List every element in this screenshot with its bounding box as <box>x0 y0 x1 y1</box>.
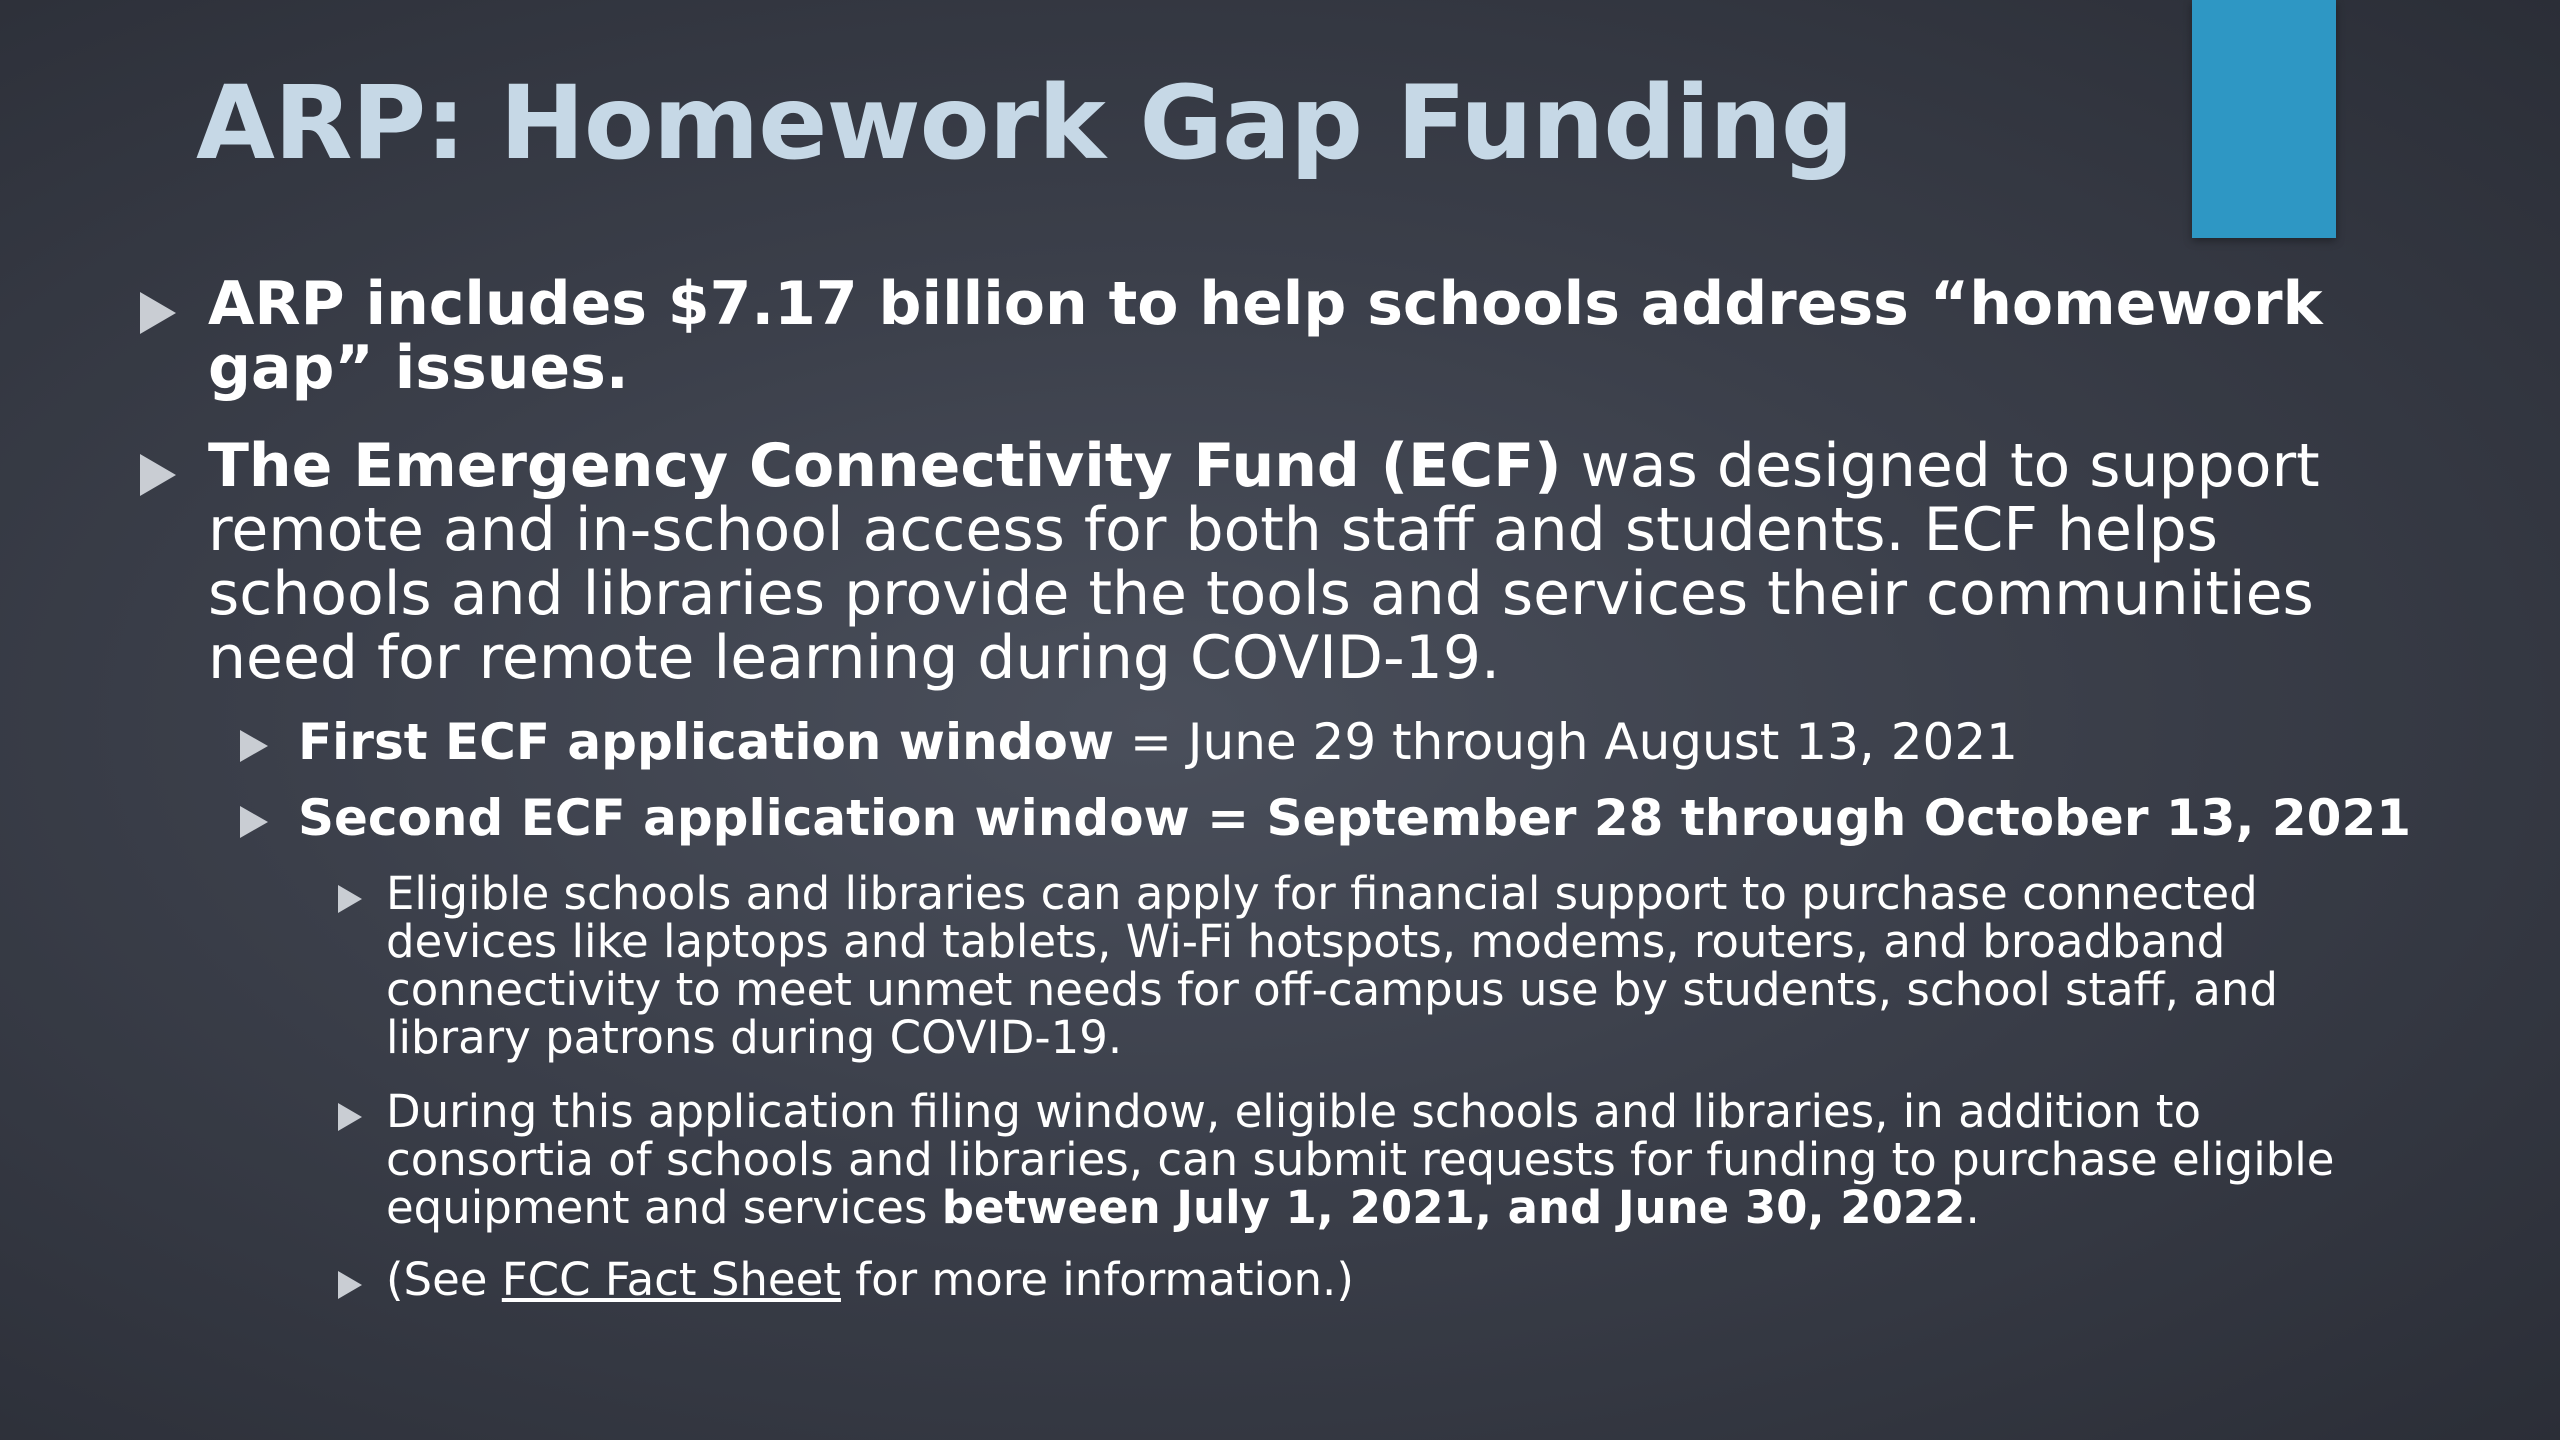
bullet-text-bold: ARP includes $7.17 billion to help schools address “homework gap” issues. <box>208 269 2323 403</box>
bullet-text-bold: Second ECF application window = September 28 through October 13, 2021 <box>298 789 2412 847</box>
bullet-arrow-icon <box>338 1271 362 1299</box>
bullet-fact-sheet <box>338 1253 2400 1306</box>
bullet-first-window <box>240 712 2400 772</box>
bullet-arrow-icon <box>240 730 268 762</box>
bullet-text-bold: between July 1, 2021, and June 30, 2022 <box>941 1181 1966 1234</box>
bullet-text <box>208 269 2358 403</box>
bullet-text-regular: During this application filing window, eligible schools and libraries, in addition to consortia of schools and libraries, can submit requests for funding to purchase eligible equipment and services <box>386 1085 2335 1234</box>
bullet-filing-window <box>338 1085 2400 1234</box>
bullet-text <box>208 431 2358 693</box>
bullet-text-pre: (See <box>386 1253 502 1306</box>
bullet-arrow-icon <box>338 1103 362 1131</box>
bullet-eligible-schools <box>338 867 2400 1064</box>
accent-bar <box>2192 0 2336 238</box>
bullet-text <box>386 1085 2400 1234</box>
bullet-text <box>298 788 2411 848</box>
bullet-arrow-icon <box>240 806 268 838</box>
bullet-ecf <box>140 431 2400 693</box>
bullet-text-end: . <box>1965 1181 1980 1234</box>
bullet-arrow-icon <box>140 292 176 334</box>
slide-title: ARP: Homework Gap Funding <box>196 64 1853 183</box>
bullet-arp-funding <box>140 269 2400 403</box>
bullet-text <box>298 712 2018 772</box>
bullet-arrow-icon <box>338 885 362 913</box>
bullet-text-bold: The Emergency Connectivity Fund (ECF) <box>208 431 1562 501</box>
bullet-text-post: for more information.) <box>840 1253 1354 1306</box>
bullet-arrow-icon <box>140 454 176 496</box>
bullet-text-regular: was designed to support remote and in-school access for both staff and students. ECF helps schools and libraries provide the tools and services their communities need for remote learning during COVID-19. <box>208 431 2320 693</box>
bullet-text-regular: = June 29 through August 13, 2021 <box>1114 713 2018 771</box>
fcc-fact-sheet-link[interactable]: FCC Fact Sheet <box>501 1253 841 1306</box>
bullet-text: Eligible schools and libraries can apply for financial support to purchase connected devices like laptops and tablets, Wi-Fi hotspots, modems, routers, and broadband connectivity to meet unmet needs for off-campus use by students, school staff, and library patrons during COVID-19. <box>386 867 2278 1064</box>
bullet-text-bold: First ECF application window <box>298 713 1115 771</box>
slide-content <box>140 269 2412 1306</box>
bullet-text <box>386 1253 2400 1306</box>
bullet-second-window <box>240 788 2412 848</box>
